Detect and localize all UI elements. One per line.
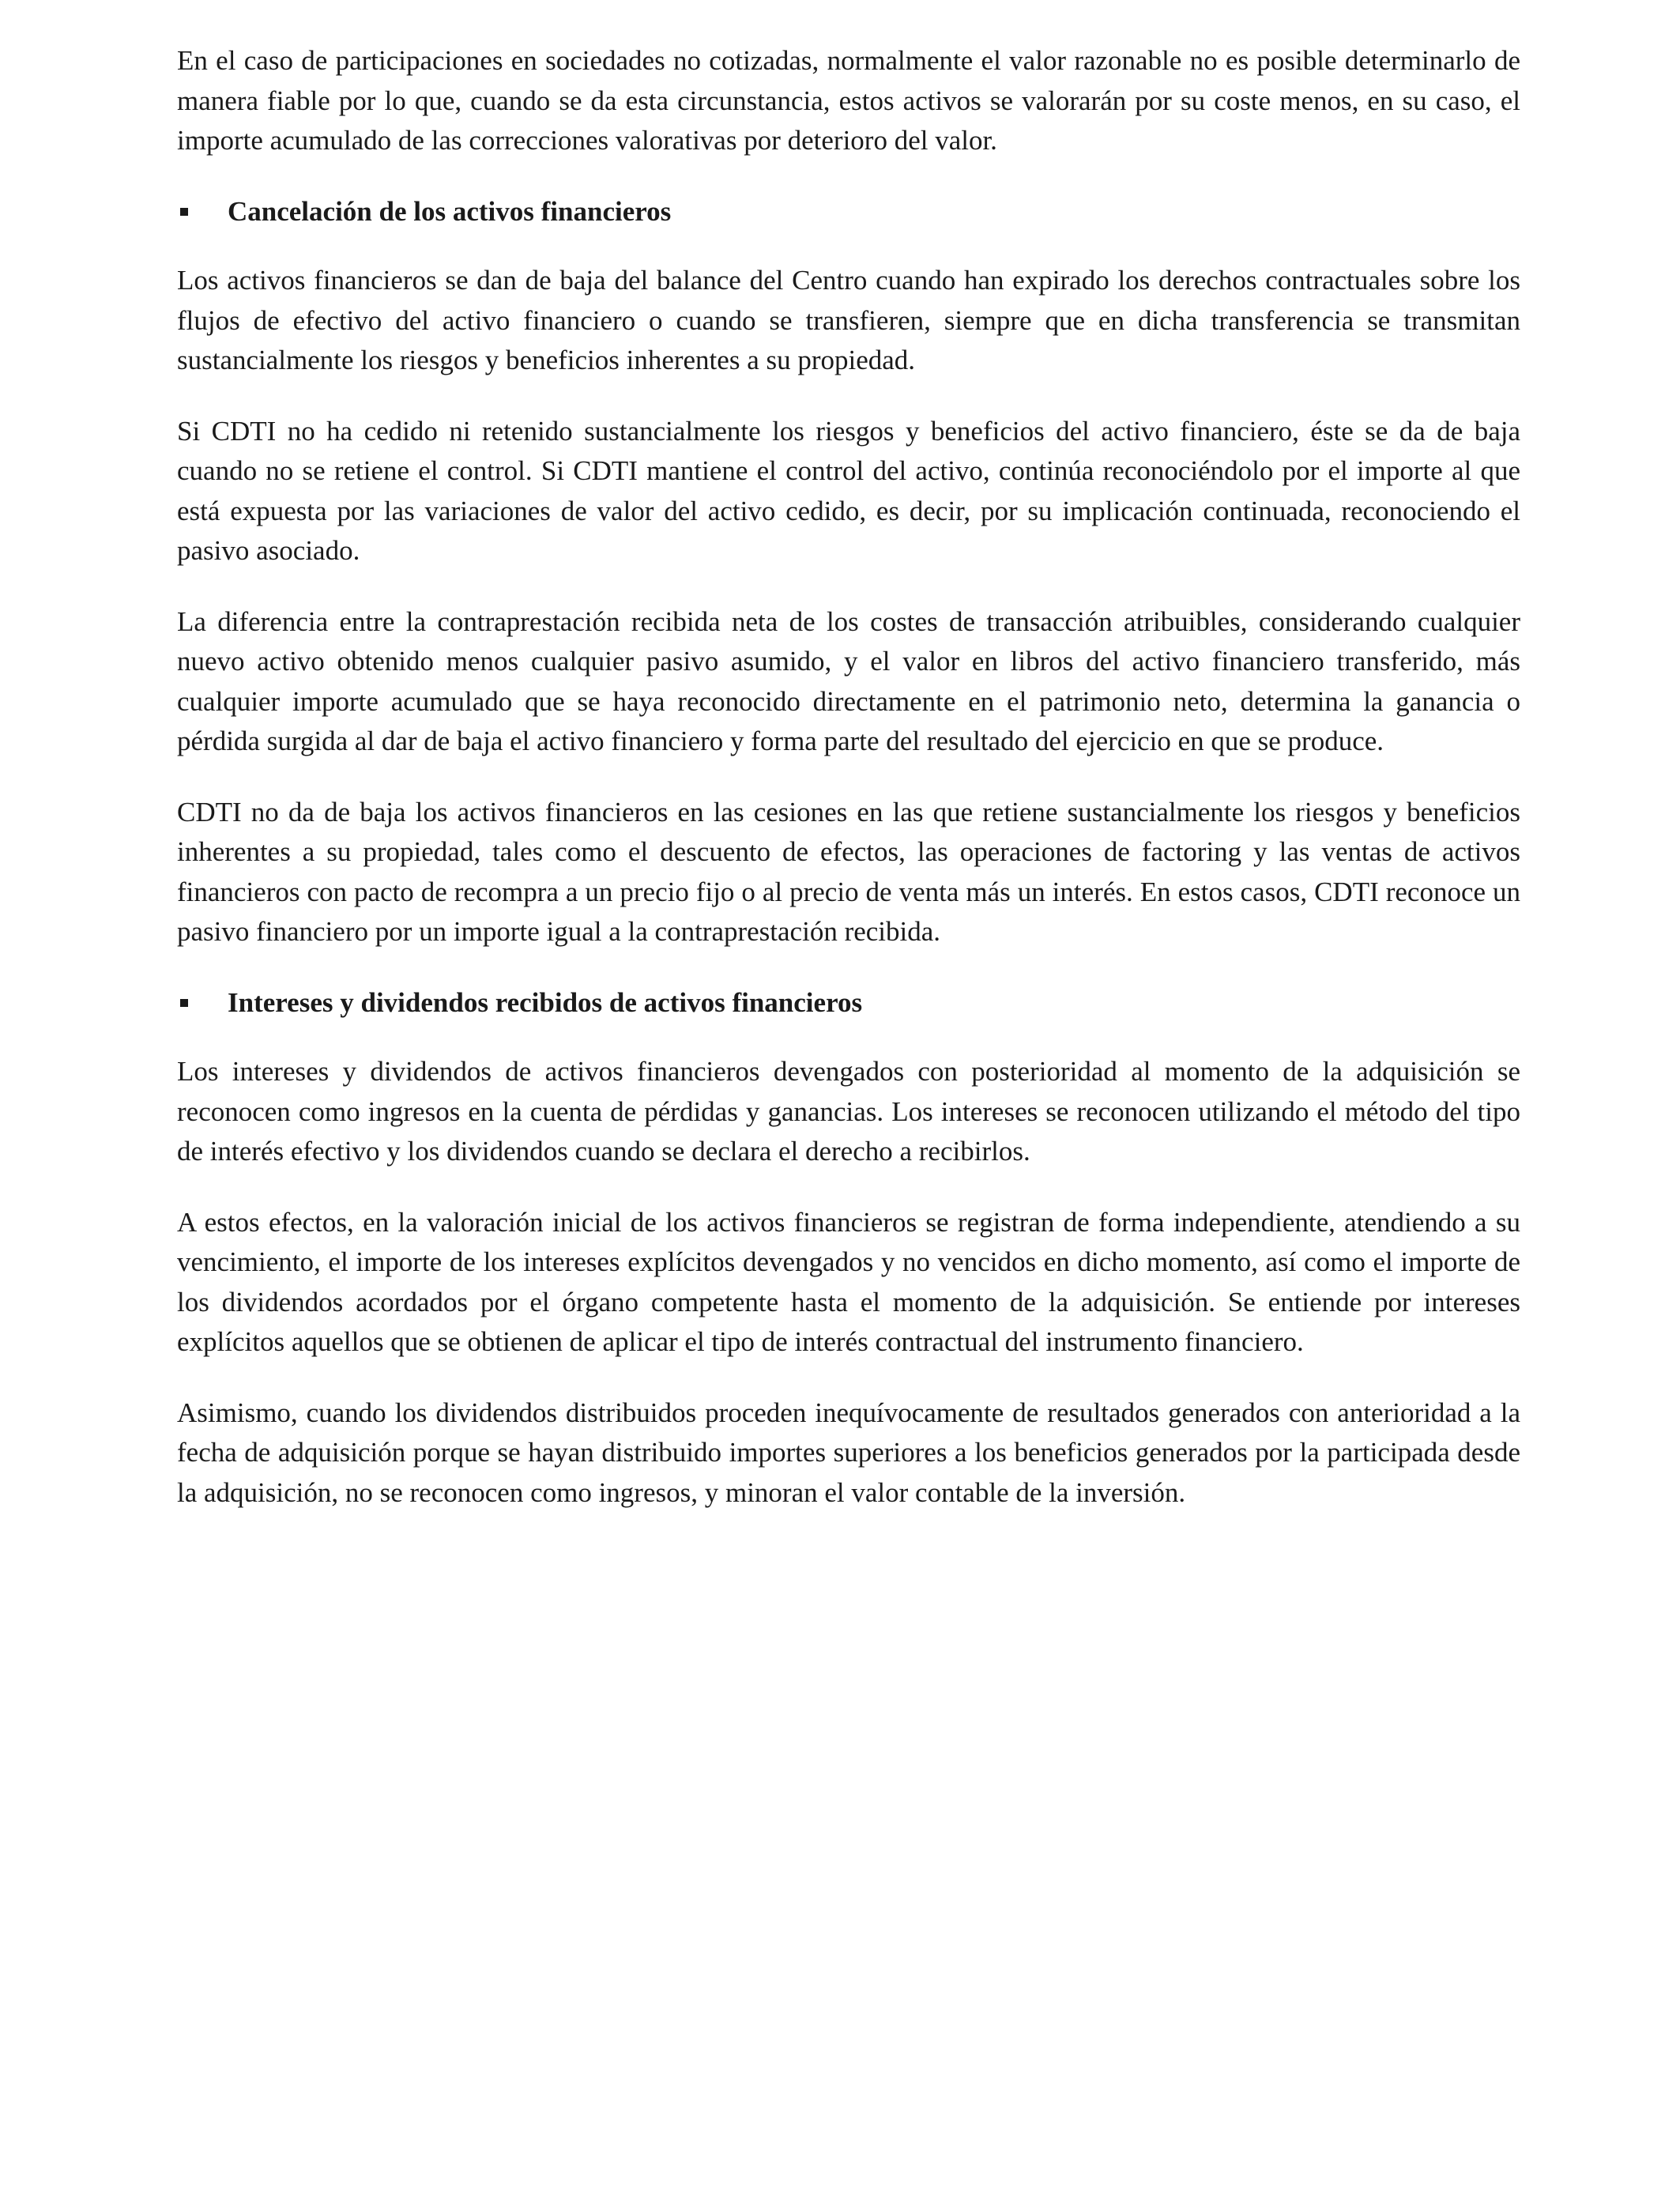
section-heading-text: Cancelación de los activos financieros [228,195,672,227]
square-bullet-icon [180,999,188,1007]
paragraph: En el caso de participaciones en sociedades no cotizadas, normalmente el valor razonable no es posible determinarlo de manera fiable por lo que, cuando se da esta circunstancia, estos activos se valorarán por su coste menos, en su caso, el importe acumulado de las correcciones valorativas por deterioro del valor. [177,45,1520,156]
paragraph: Asimismo, cuando los dividendos distribuidos proceden inequívocamente de resultados generados con anterioridad a la fecha de adquisición porque se hayan distribuido importes superiores a los beneficios generados por la participada desde la adquisición, no se reconocen como ingresos, y minoran el valor contable de la inversión. [177,1397,1520,1508]
paragraph: CDTI no da de baja los activos financieros en las cesiones en las que retiene sustancialmente los riesgos y beneficios inherentes a su propiedad, tales como el descuento de efectos, las operaciones de factoring y las ventas de activos financieros con pacto de recompra a un precio fijo o al precio de venta más un interés. En estos casos, CDTI reconoce un pasivo financiero por un importe igual a la contraprestación recibida. [177,796,1520,947]
paragraph: Si CDTI no ha cedido ni retenido sustancialmente los riesgos y beneficios del activo financiero, éste se da de baja cuando no se retiene el control. Si CDTI mantiene el control del activo, continúa reconociéndolo por el importe al que está expuesta por las variaciones de valor del activo cedido, es decir, por su implicación continuada, reconociendo el pasivo asociado. [177,415,1520,566]
paragraph: A estos efectos, en la valoración inicial de los activos financieros se registran de forma independiente, atendiendo a su vencimiento, el importe de los intereses explícitos devengados y no vencidos en dicho momento, así como el importe de los dividendos acordados por el órgano competente hasta el momento de la adquisición. Se entiende por intereses explícitos aquellos que se obtienen de aplicar el tipo de interés contractual del instrumento financiero. [177,1206,1520,1357]
section-heading [177,192,1520,232]
section-heading-text: Intereses y dividendos recibidos de activos financieros [228,986,863,1018]
paragraph: Los intereses y dividendos de activos financieros devengados con posterioridad al momento de la adquisición se reconocen como ingresos en la cuenta de pérdidas y ganancias. Los intereses se reconocen utilizando el método del tipo de interés efectivo y los dividendos cuando se declara el derecho a recibirlos. [177,1056,1520,1167]
paragraph: La diferencia entre la contraprestación recibida neta de los costes de transacción atribuibles, considerando cualquier nuevo activo obtenido menos cualquier pasivo asumido, y el valor en libros del activo financiero transferido, más cualquier importe acumulado que se haya reconocido directamente en el patrimonio neto, determina la ganancia o pérdida surgida al dar de baja el activo financiero y forma parte del resultado del ejercicio en que se produce. [177,605,1520,756]
document-page [177,41,1520,1544]
square-bullet-icon [180,208,188,216]
section-heading [177,983,1520,1023]
paragraph: Los activos financieros se dan de baja del balance del Centro cuando han expirado los derechos contractuales sobre los flujos de efectivo del activo financiero o cuando se transfieren, siempre que en dicha transferencia se transmitan sustancialmente los riesgos y beneficios inherentes a su propiedad. [177,265,1520,375]
